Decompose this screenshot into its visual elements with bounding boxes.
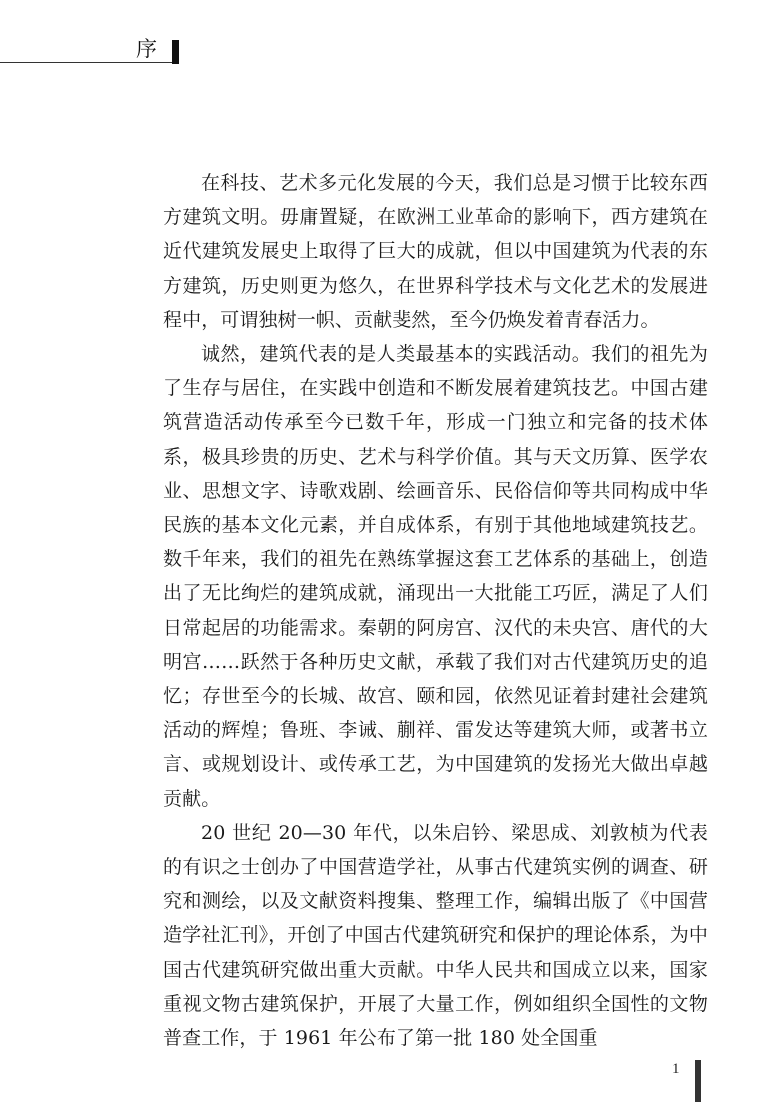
page-number: 1 bbox=[672, 1061, 680, 1077]
paragraph-1: 在科技、艺术多元化发展的今天，我们总是习惯于比较东西方建筑文明。毋庸置疑，在欧洲工业革命的影响下，西方建筑在近代建筑发展史上取得了巨大的成就，但以中国建筑为代表的东方建筑，历史则更为悠久，在世界科学技术与文化艺术的发展进程中，可谓独树一帜、贡献斐然，至今仍焕发着青春活力。 bbox=[163, 172, 708, 331]
paragraph-2: 诚然，建筑代表的是人类最基本的实践活动。我们的祖先为了生存与居住，在实践中创造和不断发展着建筑技艺。中国古建筑营造活动传承至今已数千年，形成一门独立和完备的技术体系，极具珍贵的历史、艺术与科学价值。其与天文历算、医学农业、思想文字、诗歌戏剧、绘画音乐、民俗信仰等共同构成中华民族的基本文化元素，并自成体系，有别于其他地域建筑技艺。数千年来，我们的祖先在熟练掌握这套工艺体系的基础上，创造出了无比绚烂的建筑成就，涌现出一大批能工巧匠，满足了人们日常起居的功能需求。秦朝的阿房宫、汉代的未央宫、唐代的大明宫……跃然于各种历史文献，承载了我们对古代建筑历史的追忆；存世至今的长城、故宫、颐和园，依然见证着封建社会建筑活动的辉煌；鲁班、李诫、蒯祥、雷发达等建筑大师，或著书立言、或规划设计、或传承工艺，为中国建筑的发扬光大做出卓越贡献。 bbox=[163, 343, 708, 810]
header-marker-block bbox=[172, 40, 179, 64]
page-edge-bar bbox=[695, 1060, 701, 1102]
paragraph-3: 20 世纪 20—30 年代，以朱启钤、梁思成、刘敦桢为代表的有识之士创办了中国营造学社，从事古代建筑实例的调查、研究和测绘，以及文献资料搜集、整理工作，编辑出版了《中国营造学社汇刊》，开创了中国古代建筑研究和保护的理论体系，为中国古代建筑研究做出重大贡献。中华人民共和国成立以来，国家重视文物古建筑保护，开展了大量工作，例如组织全国性的文物普查工作，于 1961 年公布了第一批 180 处全国重 bbox=[163, 821, 708, 1050]
section-title: 序 bbox=[136, 37, 157, 61]
body-text bbox=[163, 166, 708, 1055]
header-rule bbox=[0, 62, 172, 63]
